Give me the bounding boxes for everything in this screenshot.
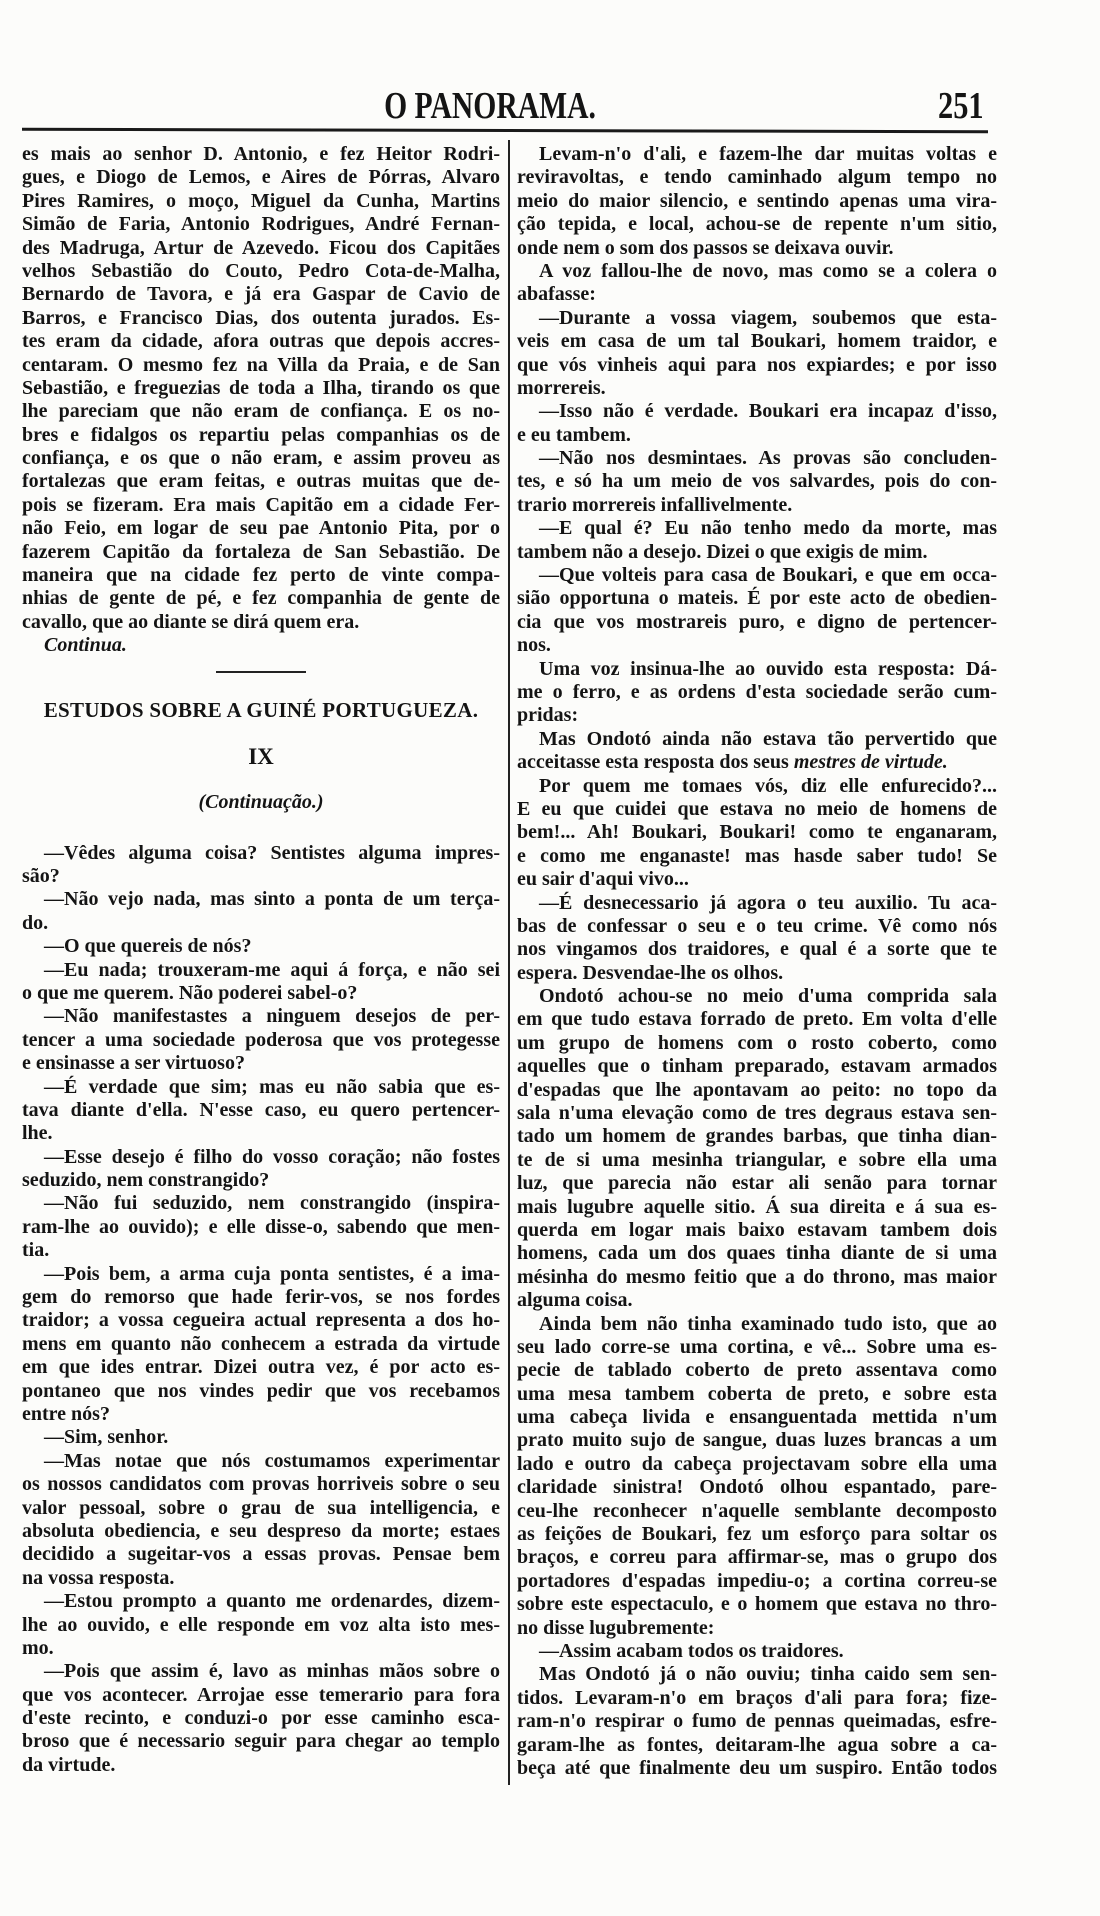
text-line: onde nem o som dos passos se deixava ouvir. <box>517 236 894 259</box>
text-line: fazerem Capitão da fortaleza de San Sebastião. De <box>22 540 500 563</box>
page-number: 251 <box>938 85 984 127</box>
article-body-continued <box>517 143 997 1780</box>
paragraph <box>22 1192 500 1262</box>
text-line: absoluta obediencia, e seu despreso da morte; estaes <box>22 1519 500 1542</box>
text-line: bem!... Ah! Boukari, Boukari! como te enganaram, <box>517 821 997 844</box>
text-line: mésinha do mesmo feitio que a do throno, mas maior <box>517 1265 997 1288</box>
paragraph <box>22 959 500 1006</box>
text-line: luz, que parecia não estar ali senão para tornar <box>517 1172 997 1195</box>
text-line: Bernardo de Tavora, e já era Gaspar de Cavio de <box>22 283 500 306</box>
right-column <box>517 143 997 1780</box>
text-line: trario morrereis infallivelmente. <box>517 493 793 516</box>
text-line: pridas: <box>517 704 579 727</box>
text-line: claridade sinistra! Ondotó olhou espantado, pare- <box>517 1476 997 1499</box>
text-line: garam-lhe as fontes, deitaram-lhe agua sobre a ca- <box>517 1733 997 1756</box>
paragraph <box>22 1263 500 1427</box>
text-line: Barros, e Francisco Dias, dos outenta jurados. Es- <box>22 306 500 329</box>
paragraph <box>22 888 500 935</box>
text-line: o que me querem. Não poderei sabel-o? <box>22 981 358 1004</box>
text-line: bres e fidalgos os repartiu pelas companhias os de <box>22 423 500 446</box>
text-line: braços, e correu para affirmar-se, mas o grupo dos <box>517 1546 997 1569</box>
text-line: querda em logar mais baixo estavam tambem dois <box>517 1218 997 1241</box>
text-line: que vós vinheis aqui para nos expiardes; e por isso <box>517 353 997 376</box>
paragraph <box>22 1660 500 1777</box>
text-line: reviravoltas, e tendo caminhado algum tempo no <box>517 166 997 189</box>
column-divider <box>508 140 510 1785</box>
text-line: —Vêdes alguma coisa? Sentistes alguma impres- <box>44 841 500 864</box>
text-line: acceitasse esta resposta dos seus mestres de virtude. <box>517 751 948 774</box>
text-line: homens, cada um dos quaes tinha diante de si uma <box>517 1242 997 1265</box>
text-line: —Pois bem, a arma cuja ponta sentistes, é a ima- <box>44 1262 500 1285</box>
text-line: lado e outro da cabeça projectavam sobre ella uma <box>517 1452 997 1475</box>
text-line: —Estou prompto a quanto me ordenardes, dizem- <box>44 1590 500 1613</box>
text-line: centaram. O mesmo fez na Villa da Praia, e de San <box>22 353 500 376</box>
text-line: bas de confessar o seu e o teu crime. Vê como nós <box>517 914 997 937</box>
text-line: Simão de Faria, Antonio Rodrigues, André Fernan- <box>22 213 500 236</box>
text-line: —Não manifestastes a ninguem desejos de per- <box>44 1005 500 1028</box>
paragraph <box>22 1450 500 1590</box>
text-line: e eu tambem. <box>517 423 631 446</box>
text-line: tambem não a desejo. Dizei o que exigis de mim. <box>517 540 928 563</box>
intro-paragraph <box>22 143 500 634</box>
text-line: pois se fizeram. Era mais Capitão em a cidade Fer- <box>22 493 500 516</box>
text-line: no disse lugubremente: <box>517 1616 715 1639</box>
article-body <box>22 842 500 1778</box>
text-line: E eu que cuidei que estava no meio de homens de <box>517 797 997 820</box>
paragraph <box>517 260 997 307</box>
text-line: mo. <box>22 1636 54 1659</box>
text-line: Levam-n'o d'ali, e fazem-lhe dar muitas voltas e <box>539 143 997 165</box>
text-line: —Durante a vossa viagem, soubemos que esta- <box>539 306 997 329</box>
text-line: na vossa resposta. <box>22 1566 175 1589</box>
text-line: mens em quanto não conhecem a estrada da virtude <box>22 1332 500 1355</box>
text-line: ram-lhe ao ouvido); e elle disse-o, sabendo que men- <box>22 1215 500 1238</box>
masthead <box>0 84 1100 127</box>
text-line: A voz fallou-lhe de novo, mas como se a colera o <box>539 259 997 282</box>
italic-phrase: mestres de virtude. <box>793 751 948 774</box>
text-line: Mas Ondotó já o não ouviu; tinha caido sem sen- <box>539 1663 997 1686</box>
text-line: —E qual é? Eu não tenho medo da morte, mas <box>539 517 997 540</box>
paragraph <box>517 517 997 564</box>
paragraph <box>22 1426 500 1449</box>
text-line: —Não vejo nada, mas sinto a ponta de um terça- <box>44 888 500 911</box>
paragraph <box>22 842 500 889</box>
paragraph <box>517 447 997 517</box>
paragraph <box>517 1313 997 1640</box>
section-divider <box>216 671 306 673</box>
text-line: veis em casa de um tal Boukari, homem traidor, e <box>517 330 997 353</box>
text-line: pecie de tablado coberto de preto assentava como <box>517 1359 997 1382</box>
text-line: —Que volteis para casa de Boukari, e que em occa- <box>539 564 997 587</box>
paragraph <box>517 564 997 658</box>
paragraph <box>517 1640 997 1663</box>
text-line: valor pessoal, sobre o grau de sua intelligencia, e <box>22 1496 500 1519</box>
text-line: —Mas notae que nós costumamos experimentar <box>44 1449 500 1472</box>
text-line: lhe ao ouvido, e elle responde em voz alta isto mes- <box>22 1613 500 1636</box>
text-line: sião opportuna o mateis. É por este acto de obedien- <box>517 587 997 610</box>
text-line: seu lado corre-se uma cortina, e vê... Sobre uma es- <box>517 1335 997 1358</box>
article-title: ESTUDOS SOBRE A GUINÉ PORTUGUEZA. <box>43 697 479 722</box>
text-line: espera. Desvendae-lhe os olhos. <box>517 961 784 984</box>
text-line: gues, e Diogo de Lemos, e Aires de Pórras, Alvaro <box>22 166 500 189</box>
text-line: que vos acontecer. Arrojae esse temerario para fora <box>22 1683 500 1706</box>
text-line: d'este recinto, e conduzi-o por esse caminho esca- <box>22 1707 500 1730</box>
text-line: uma cabeça livida e ensanguentada mettida n'um <box>517 1406 997 1429</box>
continua-note: Continua. <box>44 634 127 657</box>
text-line: um grupo de homens com o rosto coberto, como <box>517 1031 997 1054</box>
text-line: da virtude. <box>22 1753 116 1776</box>
text-line: Uma voz insinua-lhe ao ouvido esta resposta: Dá- <box>539 657 997 680</box>
continuation-note: (Continuação.) <box>198 790 324 813</box>
text-line: Ainda bem não tinha examinado tudo isto, que ao <box>539 1312 997 1335</box>
text-line: tado um homem de grandes barbas, que tinha dian- <box>517 1125 997 1148</box>
text-line: nos vingamos dos traidores, e qual é a sorte que te <box>517 938 997 961</box>
paragraph <box>517 985 997 1312</box>
text-line: ceu-lhe reconhecer n'aquelle semblante decomposto <box>517 1499 997 1522</box>
text-line: cavallo, que ao diante se dirá quem era. <box>22 610 360 633</box>
text-line: meio do maior silencio, e sentindo apenas uma vira- <box>517 189 997 212</box>
text-line: lhe. <box>22 1122 53 1145</box>
text-line: cia que vos mostrareis puro, e digno de pertencer- <box>517 610 997 633</box>
text-line: gem do remorso que hade ferir-vos, se nos fordes <box>22 1286 500 1309</box>
text-line: maneira que na cidade fez perto de vinte compa- <box>22 564 500 587</box>
paragraph <box>22 935 500 958</box>
paragraph <box>22 1146 500 1193</box>
text-line: abafasse: <box>517 283 596 306</box>
text-line: Sebastião, e freguezias de toda a Ilha, tirando os que <box>22 376 500 399</box>
text-line: d'espadas que lhe apontavam ao peito: no topo da <box>517 1078 997 1101</box>
text-line: eu sair d'aqui vivo... <box>517 868 689 891</box>
text-line: não Feio, em logar de seu pae Antonio Pita, por o <box>22 517 500 540</box>
paragraph <box>517 307 997 401</box>
text-line: do. <box>22 911 49 934</box>
text-line: tia. <box>22 1239 50 1262</box>
text-line: beça até que finalmente deu um suspiro. Então todos <box>517 1756 997 1779</box>
paragraph <box>517 658 997 728</box>
text-line: velhos Sebastião do Couto, Pedro Cota-de-Malha, <box>22 259 500 282</box>
paragraph <box>517 728 997 775</box>
text-line: des Madruga, Artur de Azevedo. Ficou dos Capitães <box>22 236 500 259</box>
text-line: uma mesa tambem coberta de preto, e sobre esta <box>517 1382 997 1405</box>
text-line: lhe pareciam que não eram de confiança. E os no- <box>22 400 500 423</box>
text-line: broso que é necessario seguir para chegar ao templo <box>22 1730 500 1753</box>
text-line: em que ides entrar. Dizei outra vez, é por acto es- <box>22 1356 500 1379</box>
paragraph <box>517 775 997 892</box>
text-line: tava diante d'ella. N'esse caso, eu quero pertencer- <box>22 1098 500 1121</box>
left-column <box>22 143 500 1777</box>
paragraph <box>517 892 997 986</box>
paragraph <box>517 143 997 260</box>
text-line: as feições de Boukari, fez um esforço para soltar os <box>517 1523 997 1546</box>
chapter-number: IX <box>248 743 274 769</box>
text-line: entre nós? <box>22 1402 110 1425</box>
text-line: pontaneo que nos vindes pedir que vos recebamos <box>22 1379 500 1402</box>
text-line: —Esse desejo é filho do vosso coração; não fostes <box>44 1145 500 1168</box>
text-line: fortalezas que eram feitas, e outras muitas que de- <box>22 470 500 493</box>
text-line: confiança, e os que o não eram, e assim proveu as <box>22 447 500 470</box>
text-line: me o ferro, e as ordens d'esta sociedade serão cum- <box>517 680 997 703</box>
text-line: —O que quereis de nós? <box>44 935 252 958</box>
text-line: —É verdade que sim; mas eu não sabia que es- <box>44 1075 500 1098</box>
text-line: portadores d'espadas impediu-o; a cortina correu-se <box>517 1569 997 1592</box>
text-line: tidos. Levaram-n'o em braços d'ali para fora; fize- <box>517 1686 997 1709</box>
text-line: traidor; a vossa cegueira actual representa a dos ho- <box>22 1309 500 1332</box>
paragraph <box>22 1590 500 1660</box>
text-line: Por quem me tomaes vós, diz elle enfurecido?... <box>539 774 997 797</box>
header-rule <box>22 128 988 134</box>
text-line: nos. <box>517 634 551 657</box>
paragraph <box>22 143 500 634</box>
text-line: decidido a sugeitar-vos a essas provas. Pensae bem <box>22 1543 500 1566</box>
text-line: e como me enganaste! mas hasde saber tudo! Se <box>517 844 997 867</box>
text-line: ção tepida, e local, achou-se de repente n'um sitio, <box>517 213 997 236</box>
text-line: os nossos candidatos com provas horriveis sobre o seu <box>22 1473 500 1496</box>
text-line: —Isso não é verdade. Boukari era incapaz d'isso, <box>539 400 997 423</box>
text-line: —Sim, senhor. <box>44 1426 169 1449</box>
text-line: em que tudo estava forrado de preto. Em volta d'elle <box>517 1008 997 1031</box>
text-line: tencer a uma sociedade poderosa que vos protegesse <box>22 1028 500 1051</box>
text-line: tes, e só ha um meio de vos salvardes, pois do con- <box>517 470 997 493</box>
text-line: alguma coisa. <box>517 1289 633 1312</box>
text-line: Pires Ramires, o moço, Miguel da Cunha, Martins <box>22 189 500 212</box>
text-line: —É desnecessario já agora o teu auxilio. Tu aca- <box>539 891 997 914</box>
paragraph <box>517 400 997 447</box>
text-line: —Eu nada; trouxeram-me aqui á força, e não sei <box>44 958 500 981</box>
text-line: sobre este espectaculo, e o homem que estava no thro- <box>517 1593 997 1616</box>
text-line: seduzido, nem constrangido? <box>22 1169 270 1192</box>
text-line: Ondotó achou-se no meio d'uma comprida sala <box>539 985 997 1008</box>
text-line: —Assim acabam todos os traidores. <box>539 1640 844 1662</box>
text-line: —Pois que assim é, lavo as minhas mãos sobre o <box>44 1660 500 1683</box>
text-line: Mas Ondotó ainda não estava tão pervertido que <box>539 727 997 750</box>
text-line: sala n'uma elevação como de tres degraus estava sen- <box>517 1102 997 1125</box>
paragraph <box>517 1663 997 1780</box>
text-line: ram-n'o respirar o fumo de pennas queimadas, esfre- <box>517 1710 997 1733</box>
text-line: es mais ao senhor D. Antonio, e fez Heitor Rodri- <box>22 143 500 165</box>
text-line: são? <box>22 865 60 887</box>
text-line: prato muito sujo de sangue, duas luzes brancas a um <box>517 1429 997 1452</box>
text-line: —Não nos desmintaes. As provas são concluden- <box>539 447 997 470</box>
text-line: te de si uma mesinha triangular, e sobre ella uma <box>517 1148 997 1171</box>
paragraph <box>22 1076 500 1146</box>
text-line: —Não fui seduzido, nem constrangido (inspira- <box>44 1192 500 1215</box>
text-line: e ensinasse a ser virtuoso? <box>22 1052 245 1075</box>
text-line: tes eram da cidade, afora outras que depois accres- <box>22 330 500 353</box>
publication-title: O PANORAMA. <box>384 85 596 127</box>
text-line: aquelles que o tinham preparado, estavam armados <box>517 1055 997 1078</box>
paragraph <box>22 1005 500 1075</box>
text-line: morrereis. <box>517 376 606 399</box>
text-line: nhias de gente de pé, e fez companhia de gente de <box>22 587 500 610</box>
text-line: mais lugubre aquelle sitio. Á sua direita e á sua es- <box>517 1195 997 1218</box>
